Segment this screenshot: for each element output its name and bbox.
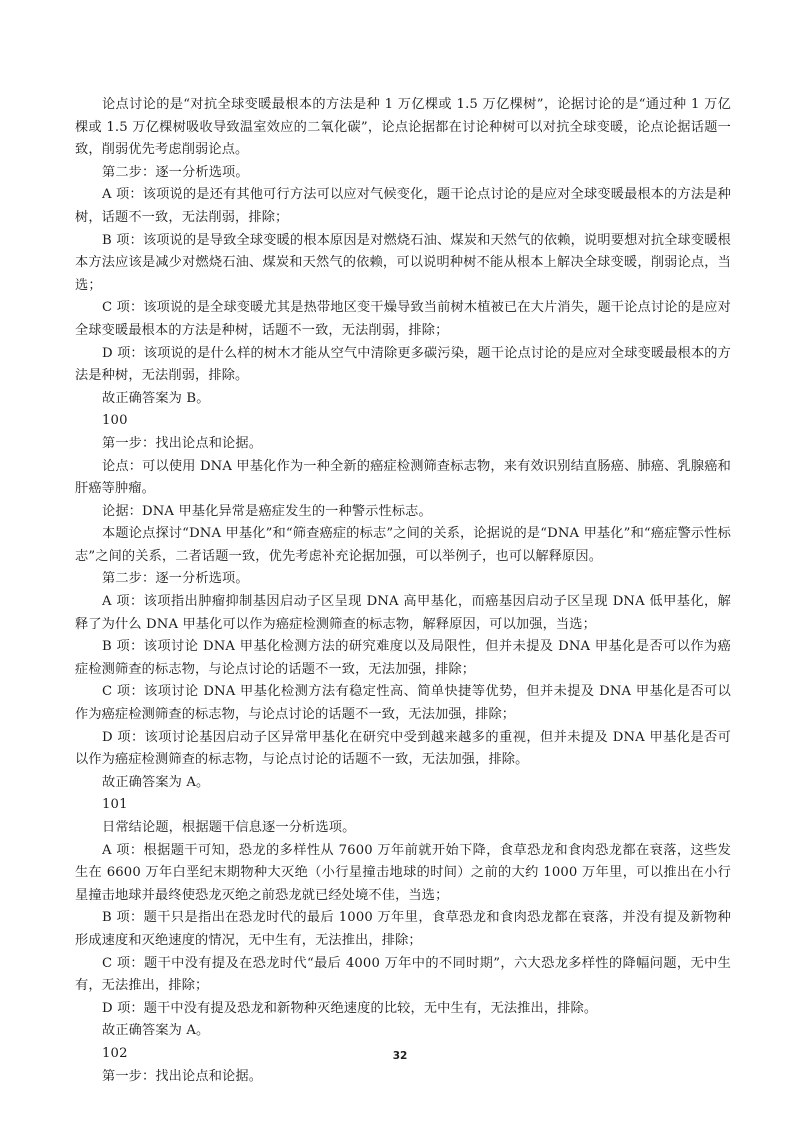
paragraph: 第二步：逐一分析选项。 bbox=[102, 164, 249, 180]
paragraph: B 项：该项说的是导致全球变暖的根本原因是对燃烧石油、煤炭和天然气的依赖，说明要想对抗全球变暖根本方法应该是减少对燃烧石油、煤炭和天然气的依赖，可以说明种树不能从根本上解决全球变暖，削弱论点，当选； bbox=[75, 232, 731, 293]
paragraph: C 项：题干中没有提及在恐龙时代“最后 4000 万年中的不同时期”，六大恐龙多样性的降幅问题，无中生有，无法推出，排除； bbox=[75, 955, 731, 994]
paragraph: B 项：该项讨论 DNA 甲基化检测方法的研究难度以及局限性，但并未提及 DNA 甲基化是否可以作为癌症检测筛查的标志物，与论点讨论的话题不一致，无法加强，排除； bbox=[75, 639, 731, 677]
page-number: 32 bbox=[392, 1050, 408, 1062]
paragraph: B 项：题干只是指出在恐龙时代的最后 1000 万年里，食草恐龙和食肉恐龙都在衰落，并没有提及新物种形成速度和灭绝速度的情况，无中生有，无法推出，排除； bbox=[75, 910, 731, 948]
paragraph: 论点：可以使用 DNA 甲基化作为一种全新的癌症检测筛查标志物，来有效识别结直肠癌、肺癌、乳腺癌和肝癌等肿瘤。 bbox=[75, 458, 731, 497]
paragraph: 故正确答案为 B。 bbox=[102, 390, 210, 406]
paragraph: 故正确答案为 A。 bbox=[102, 1023, 210, 1039]
paragraph: C 项：该项说的是全球变暖尤其是热带地区变干燥导致当前树木植被已在大片消失，题干论点讨论的是应对全球变暖最根本的方法是种树，话题不一致，无法削弱，排除； bbox=[75, 300, 731, 338]
paragraph: D 项：该项讨论基因启动子区异常甲基化在研究中受到越来越多的重视，但并未提及 DNA 甲基化是否可以作为癌症检测筛查的标志物，与论点讨论的话题不一致，无法加强，排除。 bbox=[75, 729, 731, 768]
answer-explanation-body bbox=[75, 94, 731, 1088]
paragraph: D 项：题干中没有提及恐龙和新物种灭绝速度的比较，无中生有，无法推出，排除。 bbox=[102, 1000, 598, 1016]
paragraph: 日常结论题，根据题干信息逐一分析选项。 bbox=[102, 820, 356, 835]
paragraph: D 项：该项说的是什么样的树木才能从空气中清除更多碳污染，题干论点讨论的是应对全球变暖最根本的方法是种树，无法削弱，排除。 bbox=[75, 345, 731, 384]
paragraph: C 项：该项讨论 DNA 甲基化检测方法有稳定性高、简单快捷等优势，但并未提及 DNA 甲基化是否可以作为癌症检测筛查的标志物，与论点讨论的话题不一致，无法加强，排除； bbox=[75, 684, 731, 723]
paragraph: 论据：DNA 甲基化异常是癌症发生的一种警示性标志。 bbox=[102, 503, 432, 519]
paragraph: 论点讨论的是“对抗全球变暖最根本的方法是种 1 万亿棵或 1.5 万亿棵树”，论据讨论的是“通过种 1 万亿棵或 1.5 万亿棵树吸收导致温室效应的二氧化碳”，论点论据都在讨论种树可以对抗全球变暖，论点论据话题一致，削弱优先考虑削弱论点。 bbox=[75, 97, 731, 158]
paragraph: 第二步：逐一分析选项。 bbox=[102, 571, 249, 587]
paragraph: A 项：该项说的是还有其他可行方法可以应对气候变化，题干论点讨论的是应对全球变暖最根本的方法是种树，话题不一致，无法削弱，排除； bbox=[75, 187, 731, 225]
question-number: 102 bbox=[102, 1045, 128, 1061]
paragraph: 本题论点探讨“DNA 甲基化”和“筛查癌症的标志”之间的关系，论据说的是“DNA 甲基化”和“癌症警示性标志”之间的关系，二者话题一致，优先考虑补充论据加强，可以举例子，也可以解释原因。 bbox=[75, 526, 731, 564]
question-number: 101 bbox=[102, 797, 128, 813]
paragraph: 第一步：找出论点和论据。 bbox=[102, 435, 263, 451]
paragraph: A 项：该项指出肿瘤抑制基因启动子区呈现 DNA 高甲基化，而癌基因启动子区呈现 DNA 低甲基化，解释了为什么 DNA 甲基化可以作为癌症检测筛查的标志物，解释原因，可以加强，当选； bbox=[75, 594, 731, 632]
paragraph: A 项：根据题干可知，恐龙的多样性从 7600 万年前就开始下降，食草恐龙和食肉恐龙都在衰落，这些发生在 6600 万年白垩纪末期物种大灭绝（小行星撞击地球的时间）之前的大约 1000 万年里，可以推出在小行星撞击地球并最终使恐龙灭绝之前恐龙就已经处境不佳，当选； bbox=[75, 842, 731, 903]
paragraph: 第一步：找出论点和论据。 bbox=[102, 1068, 263, 1084]
question-number: 100 bbox=[102, 413, 128, 429]
paragraph: 故正确答案为 A。 bbox=[102, 774, 210, 790]
